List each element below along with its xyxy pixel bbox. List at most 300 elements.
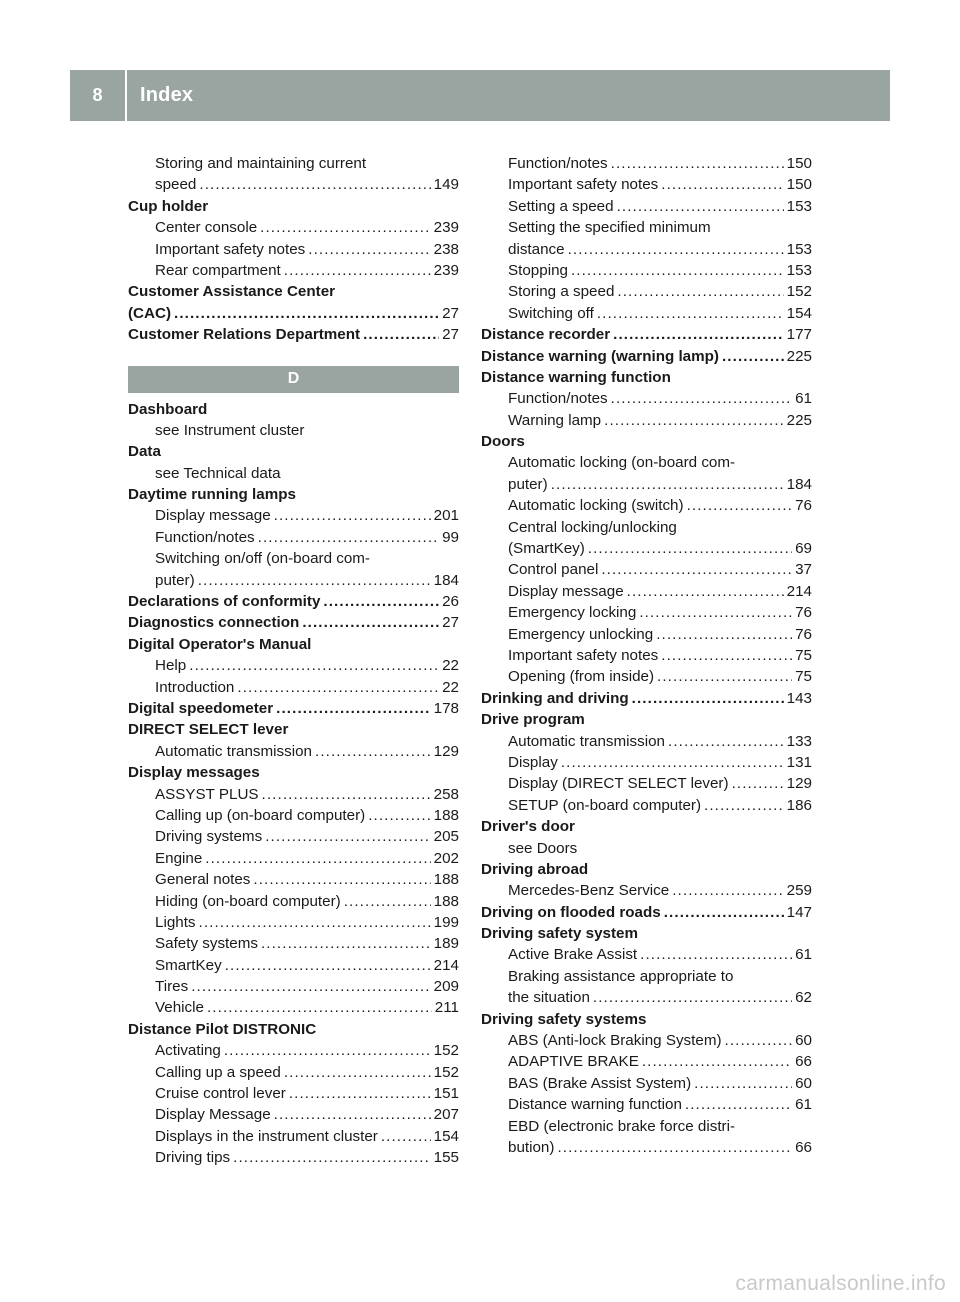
index-entry [128, 1019, 459, 1040]
entry-text: Safety systems [155, 935, 258, 953]
index-subentry [481, 987, 812, 1008]
entry-text: EBD (electronic brake force distri- [508, 1117, 736, 1135]
index-subentry [128, 1083, 459, 1104]
index-subentry [128, 570, 459, 591]
dot-leader [601, 559, 792, 580]
entry-text: Daytime running lamps [128, 486, 296, 504]
dot-leader [568, 239, 784, 260]
page-reference: 133 [786, 732, 812, 750]
entry-text: Display (DIRECT SELECT lever) [508, 775, 729, 793]
page-reference: 202 [433, 849, 459, 867]
index-subentry [481, 517, 812, 538]
entry-text: Calling up a speed [155, 1063, 281, 1081]
index-subentry [128, 1126, 459, 1147]
entry-text: Data [128, 443, 161, 461]
page-reference: 205 [433, 828, 459, 846]
index-subentry [128, 912, 459, 933]
index-column-left [128, 153, 459, 1169]
index-subentry [481, 731, 812, 752]
dot-leader [725, 1030, 793, 1051]
section-title: Index [140, 84, 194, 106]
entry-text: Declarations of conformity [128, 593, 321, 611]
dot-leader [732, 773, 784, 794]
page-reference: 239 [433, 219, 459, 237]
page-reference: 154 [433, 1127, 459, 1145]
page-reference: 99 [442, 528, 459, 546]
entry-text: Storing and maintaining current [155, 155, 367, 172]
page-reference: 76 [795, 625, 812, 643]
dot-leader [199, 174, 430, 195]
entry-text: Distance recorder [481, 326, 611, 344]
index-subentry [128, 1062, 459, 1083]
entry-text: Digital speedometer [128, 699, 274, 717]
index-entry [481, 688, 812, 709]
dot-leader [613, 324, 784, 345]
index-subentry [481, 752, 812, 773]
entry-text: Distance warning (warning lamp) [481, 347, 719, 365]
index-subentry [128, 505, 459, 526]
index-subentry [481, 1116, 812, 1137]
dot-leader [289, 1083, 431, 1104]
dot-leader [284, 1062, 431, 1083]
page-reference: 177 [786, 326, 812, 344]
entry-text: Display [508, 753, 558, 771]
page-reference: 214 [786, 582, 812, 600]
index-entry [128, 762, 459, 783]
page-reference: 151 [433, 1085, 459, 1103]
dot-leader [561, 752, 784, 773]
entry-text: Diagnostics connection [128, 614, 300, 632]
page-reference: 129 [786, 775, 812, 793]
dot-leader [253, 869, 430, 890]
dot-leader [260, 217, 431, 238]
entry-text: Display messages [128, 764, 260, 782]
entry-text: Function/notes [155, 528, 255, 546]
entry-text: Display Message [155, 1106, 271, 1124]
page-reference: 61 [795, 1096, 812, 1114]
entry-text: Driving abroad [481, 860, 589, 878]
dot-leader [363, 324, 439, 345]
dot-leader [207, 997, 432, 1018]
index-subentry [128, 260, 459, 281]
entry-text: Engine [155, 849, 203, 867]
index-subentry [128, 891, 459, 912]
entry-text: Doors [481, 433, 525, 451]
page-reference: 61 [795, 390, 812, 408]
index-subentry [481, 966, 812, 987]
watermark: carmanualsonline.info [735, 1272, 946, 1295]
index-subentry [481, 174, 812, 195]
entry-text: Center console [155, 219, 258, 237]
entry-text: Rear compartment [155, 261, 281, 279]
entry-text: Automatic transmission [155, 742, 312, 760]
entry-text: Driving safety systems [481, 1010, 647, 1028]
dot-leader [657, 666, 792, 687]
page-reference: 66 [795, 1053, 812, 1071]
index-column-right [481, 153, 812, 1158]
entry-text: Driving on flooded roads [481, 903, 661, 921]
dot-leader [604, 410, 784, 431]
dot-leader [344, 891, 431, 912]
dot-leader [611, 153, 784, 174]
index-subentry [481, 666, 812, 687]
index-subentry [481, 559, 812, 580]
index-subentry [481, 838, 812, 859]
entry-text: Switching on/off (on-board com- [155, 550, 370, 568]
dot-leader [284, 260, 431, 281]
dot-leader [632, 688, 784, 709]
entry-text: Automatic transmission [508, 732, 665, 750]
index-subentry [481, 602, 812, 623]
index-subentry [481, 1137, 812, 1158]
index-subentry [128, 174, 459, 195]
dot-leader [664, 902, 784, 923]
index-subentry [481, 153, 812, 174]
entry-text: Emergency locking [508, 604, 637, 622]
dot-leader [308, 239, 430, 260]
page-reference: 131 [786, 753, 812, 771]
index-entry [481, 324, 812, 345]
index-subentry [481, 303, 812, 324]
index-list-c [128, 153, 459, 346]
index-entry [128, 281, 459, 302]
index-subentry [128, 420, 459, 441]
entry-text: Automatic locking (on-board com- [508, 454, 736, 472]
page-reference: 184 [433, 571, 459, 589]
dot-leader [661, 174, 783, 195]
entry-text: Setting a speed [508, 197, 614, 215]
index-subentry [128, 997, 459, 1018]
page-reference: 225 [786, 411, 812, 429]
index-subentry [481, 388, 812, 409]
page-reference: 60 [795, 1074, 812, 1092]
entry-text: Display message [508, 582, 624, 600]
page-reference: 62 [795, 989, 812, 1007]
index-list-d-left [128, 399, 459, 1169]
page-reference: 186 [786, 796, 812, 814]
page-reference: 153 [786, 197, 812, 215]
dot-leader [191, 976, 430, 997]
entry-text: SmartKey [155, 956, 222, 974]
entry-text: Driving systems [155, 828, 263, 846]
index-subentry [481, 495, 812, 516]
entry-text: Distance warning function [508, 1096, 682, 1114]
index-subentry [128, 955, 459, 976]
index-subentry [481, 1094, 812, 1115]
dot-leader [588, 538, 792, 559]
entry-text: Function/notes [508, 390, 608, 408]
index-subentry [128, 848, 459, 869]
page-reference: 153 [786, 240, 812, 258]
page-reference: 27 [442, 614, 459, 632]
index-subentry [481, 217, 812, 238]
page-reference: 239 [433, 261, 459, 279]
dot-leader [315, 741, 431, 762]
entry-text: Tires [155, 978, 189, 996]
index-entry [481, 346, 812, 367]
index-subentry [128, 805, 459, 826]
dot-leader [617, 281, 783, 302]
page-reference: 258 [433, 785, 459, 803]
dot-leader [233, 1147, 431, 1168]
entry-text: Active Brake Assist [508, 946, 638, 964]
index-entry [481, 923, 812, 944]
index-subentry [128, 869, 459, 890]
entry-text: ASSYST PLUS [155, 785, 259, 803]
entry-text: Important safety notes [508, 176, 659, 194]
page-reference: 75 [795, 646, 812, 664]
index-subentry [128, 933, 459, 954]
index-subentry [128, 826, 459, 847]
page-header [70, 70, 890, 121]
index-entry [481, 367, 812, 388]
index-entry [128, 698, 459, 719]
entry-text: Distance Pilot DISTRONIC [128, 1020, 317, 1038]
index-subentry [128, 1104, 459, 1125]
index-subentry [481, 581, 812, 602]
dot-leader [261, 933, 431, 954]
dot-leader [597, 303, 784, 324]
index-subentry [128, 1147, 459, 1168]
page-reference: 147 [786, 903, 812, 921]
dot-leader [627, 581, 784, 602]
page-reference: 76 [795, 497, 812, 515]
page-reference: 188 [433, 892, 459, 910]
entry-text: Activating [155, 1042, 221, 1060]
dot-leader [661, 645, 792, 666]
dot-leader [571, 260, 784, 281]
page-reference: 207 [433, 1106, 459, 1124]
entry-text: Emergency unlocking [508, 625, 654, 643]
dot-leader [642, 1051, 792, 1072]
page-reference: 150 [786, 176, 812, 194]
index-subentry [128, 655, 459, 676]
index-list-d-right [481, 153, 812, 1158]
index-subentry [481, 538, 812, 559]
entry-text: Drinking and driving [481, 689, 629, 707]
page-reference: 153 [786, 261, 812, 279]
page-reference: 27 [442, 304, 459, 322]
dot-leader [668, 731, 784, 752]
index-subentry [481, 624, 812, 645]
page-reference: 60 [795, 1032, 812, 1050]
entry-text: distance [508, 240, 565, 258]
index-entry [128, 591, 459, 612]
index-entry [128, 484, 459, 505]
page-reference: 152 [433, 1063, 459, 1081]
index-entry [481, 1009, 812, 1030]
page-reference: 184 [786, 475, 812, 493]
page-reference: 22 [442, 678, 459, 696]
index-entry [128, 634, 459, 655]
entry-text: see Instrument cluster [155, 421, 305, 439]
entry-text: ABS (Anti-lock Braking System) [508, 1032, 722, 1050]
letter-bar-d [128, 366, 459, 393]
index-entry [481, 902, 812, 923]
index-subentry [481, 1051, 812, 1072]
dot-leader [617, 196, 784, 217]
entry-text: Customer Relations Department [128, 326, 361, 344]
page-reference: 37 [795, 561, 812, 579]
entry-text: puter) [508, 475, 548, 493]
dot-leader [174, 303, 439, 324]
entry-text: Cruise control lever [155, 1085, 286, 1103]
entry-text: Control panel [508, 561, 599, 579]
page-reference: 22 [442, 657, 459, 675]
dot-leader [639, 602, 792, 623]
index-subentry [128, 741, 459, 762]
entry-text: speed [155, 176, 197, 194]
entry-text: see Technical data [155, 464, 281, 482]
dot-leader [302, 612, 439, 633]
dot-leader [694, 1073, 792, 1094]
dot-leader [265, 826, 430, 847]
page-reference: 189 [433, 935, 459, 953]
index-subentry [128, 1040, 459, 1061]
dot-leader [611, 388, 792, 409]
page-reference: 149 [433, 176, 459, 194]
index-entry [128, 441, 459, 462]
index-subentry [128, 217, 459, 238]
entry-text: bution) [508, 1138, 555, 1156]
entry-text: Central locking/unlocking [508, 518, 677, 536]
entry-text: General notes [155, 871, 251, 889]
index-subentry [481, 281, 812, 302]
page-reference: 26 [442, 593, 459, 611]
dot-leader [199, 912, 431, 933]
page-reference: 155 [433, 1149, 459, 1167]
entry-text: Important safety notes [155, 240, 306, 258]
entry-text: Driving tips [155, 1149, 231, 1167]
index-entry [128, 303, 459, 324]
dot-leader [685, 1094, 792, 1115]
dot-leader [381, 1126, 431, 1147]
page-reference: 225 [786, 347, 812, 365]
page-reference: 211 [434, 999, 459, 1017]
entry-text: Vehicle [155, 999, 204, 1017]
letter-bar-label: D [287, 370, 300, 388]
index-subentry [128, 548, 459, 569]
index-subentry [128, 463, 459, 484]
page-reference: 188 [433, 871, 459, 889]
entry-text: Calling up (on-board computer) [155, 806, 366, 824]
index-subentry [481, 410, 812, 431]
dot-leader [224, 1040, 431, 1061]
dot-leader [205, 848, 430, 869]
page-reference: 238 [433, 240, 459, 258]
index-subentry [481, 944, 812, 965]
entry-text: Help [155, 657, 187, 675]
index-subentry [481, 1073, 812, 1094]
index-subentry [481, 260, 812, 281]
page-reference: 209 [433, 978, 459, 996]
dot-leader [274, 505, 431, 526]
dot-leader [672, 880, 783, 901]
dot-leader [274, 1104, 431, 1125]
index-subentry [128, 784, 459, 805]
index-subentry [128, 153, 459, 174]
page-reference: 199 [433, 913, 459, 931]
entry-text: Automatic locking (switch) [508, 497, 684, 515]
dot-leader [722, 346, 784, 367]
index-entry [128, 612, 459, 633]
index-subentry [481, 452, 812, 473]
page-reference: 69 [795, 540, 812, 558]
entry-text: the situation [508, 989, 590, 1007]
index-subentry [481, 773, 812, 794]
index-subentry [481, 645, 812, 666]
page-reference: 75 [795, 668, 812, 686]
page-reference: 259 [786, 882, 812, 900]
page-reference: 61 [795, 946, 812, 964]
entry-text: Lights [155, 913, 196, 931]
index-entry [481, 816, 812, 837]
index-subentry [481, 795, 812, 816]
index-entry [128, 196, 459, 217]
entry-text: Hiding (on-board computer) [155, 892, 341, 910]
entry-text: DIRECT SELECT lever [128, 721, 289, 739]
dot-leader [704, 795, 784, 816]
index-subentry [481, 1030, 812, 1051]
page-reference: 143 [786, 689, 812, 707]
entry-text: (CAC) [128, 304, 172, 322]
index-subentry [481, 880, 812, 901]
entry-text: Function/notes [508, 155, 608, 172]
index-entry [128, 399, 459, 420]
entry-text: Digital Operator's Manual [128, 635, 312, 653]
entry-text: Customer Assistance Center [128, 283, 336, 301]
index-subentry [128, 527, 459, 548]
page-reference: 129 [433, 742, 459, 760]
dot-leader [276, 698, 430, 719]
entry-text: Opening (from inside) [508, 668, 655, 686]
index-subentry [128, 976, 459, 997]
entry-text: BAS (Brake Assist System) [508, 1074, 692, 1092]
dot-leader [368, 805, 430, 826]
page-reference: 76 [795, 604, 812, 622]
entry-text: Dashboard [128, 400, 208, 418]
entry-text: Displays in the instrument cluster [155, 1127, 378, 1145]
page-reference: 154 [786, 304, 812, 322]
entry-text: Drive program [481, 711, 585, 729]
page-reference: 201 [433, 507, 459, 525]
dot-leader [557, 1137, 792, 1158]
index-subentry [128, 677, 459, 698]
entry-text: Driving safety system [481, 925, 639, 943]
dot-leader [237, 677, 439, 698]
entry-text: Mercedes-Benz Service [508, 882, 670, 900]
index-entry [128, 719, 459, 740]
entry-text: Distance warning function [481, 368, 671, 386]
index-subentry [481, 196, 812, 217]
index-entry [481, 859, 812, 880]
entry-text: ADAPTIVE BRAKE [508, 1053, 639, 1071]
dot-leader [189, 655, 439, 676]
entry-text: Storing a speed [508, 283, 615, 301]
dot-leader [323, 591, 439, 612]
page-reference: 152 [786, 283, 812, 301]
entry-text: Introduction [155, 678, 235, 696]
dot-leader [551, 474, 784, 495]
index-entry [481, 709, 812, 730]
page-reference: 66 [795, 1138, 812, 1156]
dot-leader [687, 495, 793, 516]
index-subentry [128, 239, 459, 260]
page-reference: 178 [433, 699, 459, 717]
entry-text: see Doors [508, 839, 578, 857]
page-reference: 27 [442, 326, 459, 344]
dot-leader [225, 955, 431, 976]
